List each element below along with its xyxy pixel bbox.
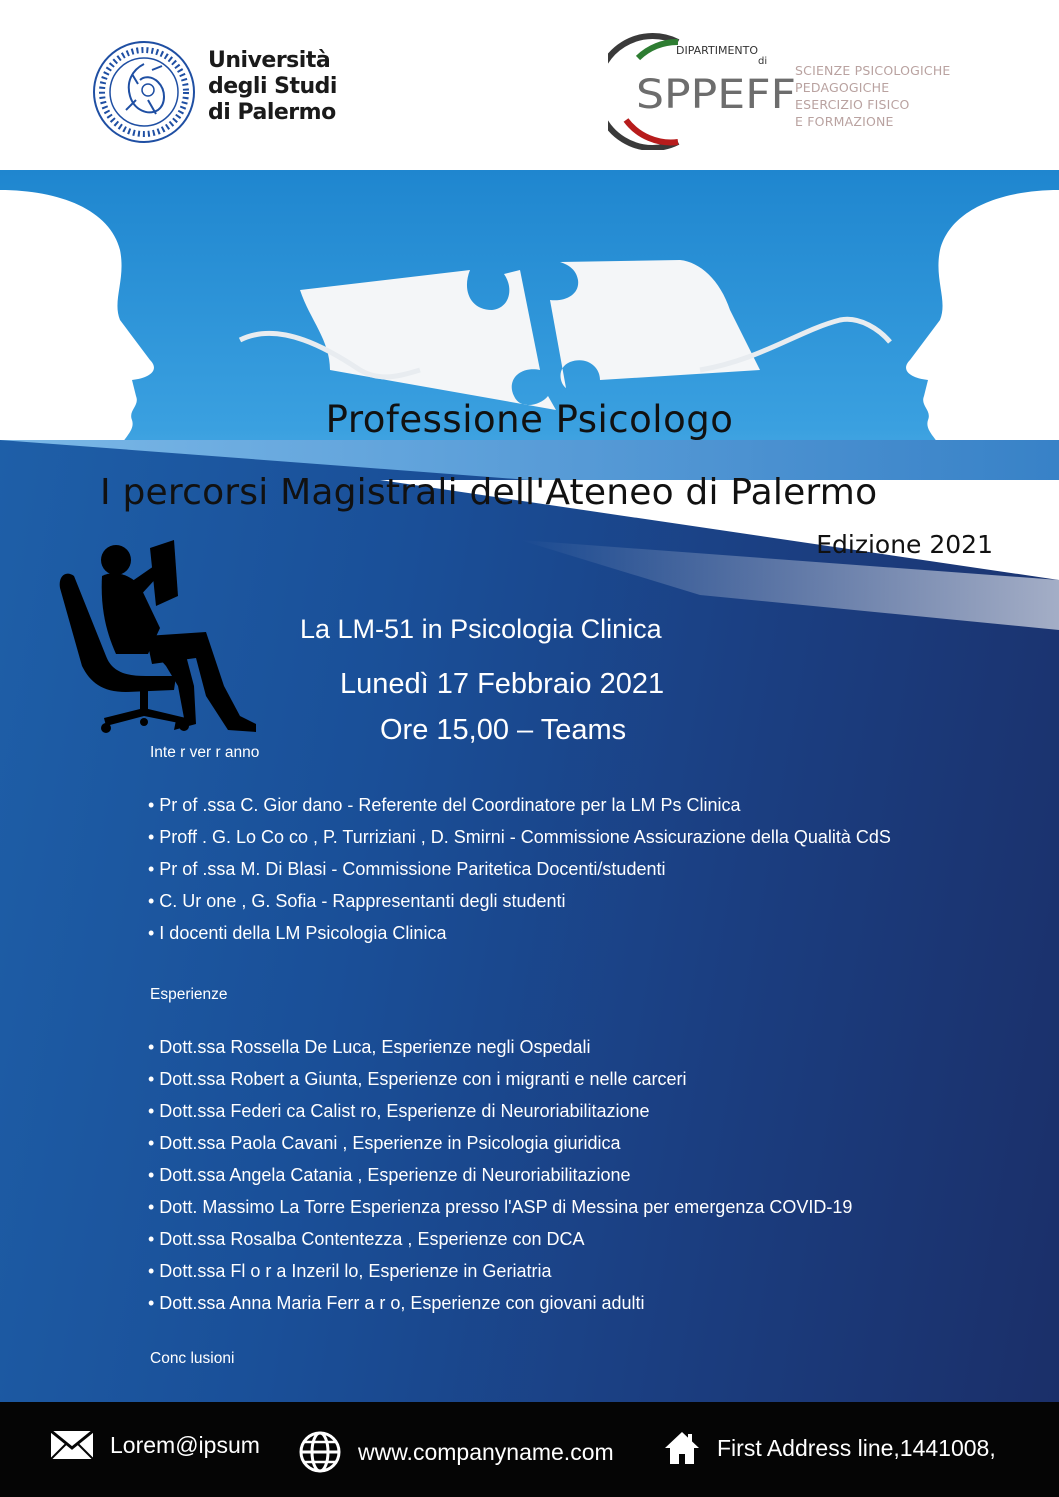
speaker-item: • Pr of .ssa C. Gior dano - Referente del Coordinatore per la LM Ps Clinica (148, 795, 741, 815)
page-subtitle: I percorsi Magistrali dell'Ateneo di Palermo (100, 472, 878, 513)
experiences-list (148, 1031, 852, 1319)
page-title: Professione Psicologo (325, 398, 734, 441)
department-label-suffix: di (758, 56, 768, 67)
conclusions-heading: Conc lusioni (150, 1350, 235, 1367)
event-date: Lunedì 17 Febbraio 2021 (340, 668, 665, 700)
university-name (208, 48, 337, 126)
header (0, 0, 1059, 170)
department-label: DIPARTIMENTO (676, 44, 759, 57)
speaker-item: • Pr of .ssa M. Di Blasi - Commissione Paritetica Docenti/studenti (148, 859, 666, 879)
university-seal-icon (92, 40, 196, 144)
department-logo (608, 30, 798, 150)
university-name-line2: degli Studi (208, 74, 337, 99)
experience-item: • Dott.ssa Federi ca Calist ro, Esperienze di Neuroriabilitazione (148, 1101, 650, 1121)
home-icon (663, 1430, 701, 1466)
footer-email[interactable] (50, 1430, 260, 1460)
speakers-heading: Inte r ver r anno (150, 744, 260, 761)
speakers-list (148, 789, 891, 949)
experience-item: • Dott.ssa Angela Catania , Esperienze di Neuroriabilitazione (148, 1165, 631, 1185)
envelope-icon (50, 1430, 94, 1460)
experience-item: • Dott.ssa Rossella De Luca, Esperienze negli Ospedali (148, 1037, 591, 1057)
experience-item: • Dott.ssa Rosalba Contentezza , Esperienze con DCA (148, 1229, 585, 1249)
experience-item: • Dott.ssa Anna Maria Ferr a r o, Esperienze con giovani adulti (148, 1293, 645, 1313)
reading-man-silhouette-icon (56, 536, 266, 741)
footer-email-text: Lorem@ipsum (110, 1431, 260, 1458)
experience-item: • Dott. Massimo La Torre Esperienza presso l'ASP di Messina per emergenza COVID-19 (148, 1197, 853, 1217)
department-name (795, 62, 951, 130)
footer (0, 1402, 1059, 1497)
globe-icon (298, 1430, 342, 1474)
experience-item: • Dott.ssa Paola Cavani , Esperienze in Psicologia giuridica (148, 1133, 621, 1153)
edition-label: Edizione 2021 (816, 530, 993, 559)
footer-address (663, 1430, 996, 1466)
experiences-heading: Esperienze (150, 986, 228, 1003)
footer-website-text: www.companyname.com (358, 1438, 614, 1465)
department-name-line3: ESERCIZIO FISICO (795, 97, 910, 112)
event-title: La LM-51 in Psicologia Clinica (300, 614, 662, 644)
event-time: Ore 15,00 – Teams (380, 714, 627, 746)
footer-address-text: First Address line,1441008, (717, 1434, 996, 1461)
university-name-line1: Università (208, 48, 331, 73)
experience-item: • Dott.ssa Fl o r a Inzeril lo, Esperienze in Geriatria (148, 1261, 552, 1281)
department-name-line1: SCIENZE PSICOLOGICHE (795, 63, 951, 78)
footer-website[interactable] (298, 1430, 614, 1474)
department-name-line2: PEDAGOGICHE (795, 80, 890, 95)
department-acronym: SPPEFF (636, 72, 796, 118)
university-name-line3: di Palermo (208, 100, 336, 125)
department-name-line4: E FORMAZIONE (795, 114, 894, 129)
experience-item: • Dott.ssa Robert a Giunta, Esperienze con i migranti e nelle carceri (148, 1069, 687, 1089)
speaker-item: • I docenti della LM Psicologia Clinica (148, 923, 447, 943)
speaker-item: • Proff . G. Lo Co co , P. Turriziani , D. Smirni - Commissione Assicurazione della Qualità CdS (148, 827, 891, 847)
speaker-item: • C. Ur one , G. Sofia - Rappresentanti degli studenti (148, 891, 566, 911)
